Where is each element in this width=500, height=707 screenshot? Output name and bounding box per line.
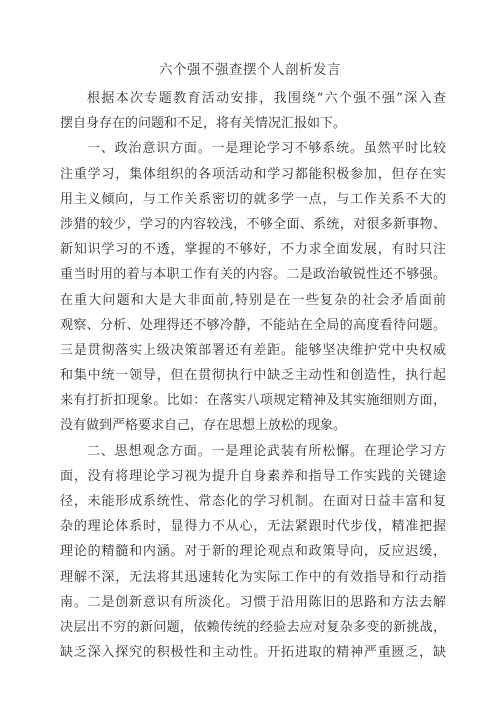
text-line: 涉猎的较少，学习的内容较浅，不够全面、系统，对很多新事物、	[60, 216, 446, 232]
paragraph-intro	[60, 86, 446, 136]
paragraph-political-awareness	[60, 136, 446, 438]
text-line: 重当时用的着与本职工作有关的内容。二是政治敏锐性还不够强。	[60, 267, 446, 283]
text-line: 径，未能形成系统性、常态化的学习机制。在面对日益丰富和复	[60, 494, 446, 509]
text-line: 摆自身存在的问题和不足，将有关情况汇报如下。	[60, 116, 347, 132]
text-line: 杂的理论体系时，显得力不从心，无法紧跟时代步伐，精准把握	[60, 519, 446, 535]
text-line: 在重大问题和大是大非面前,特别是在一些复杂的社会矛盾面前	[60, 292, 446, 308]
text-line: 理解不深，无法将其迅速转化为实际工作中的有效指导和行动指	[60, 569, 446, 585]
text-line: 南。二是创新意识有所淡化。习惯于沿用陈旧的思路和方法去解	[60, 594, 446, 610]
text-line: 没有做到严格要求自己，存在思想上放松的现象。	[60, 418, 347, 434]
text-line: 根据本次专题教育活动安排，我围绕“六个强不强”深入查	[87, 91, 446, 106]
text-line: 决层出不穷的新问题，依赖传统的经验去应对复杂多变的新挑战，	[60, 619, 446, 635]
text-line: 三是贯彻落实上级决策部署还有差距。能够坚决维护党中央权威	[60, 342, 446, 358]
text-line: 来有打折扣现象。比如：在落实八项规定精神及其实施细则方面，	[60, 393, 446, 409]
text-line: 一、政治意识方面。一是理论学习不够系统。虽然平时比较	[87, 141, 446, 157]
text-line: 二、思想观念方面。一是理论武装有所松懈。在理论学习方	[87, 443, 446, 459]
text-line: 注重学习，集体组织的各项活动和学习都能积极参加，但存在实	[60, 166, 446, 182]
text-line: 和集中统一领导，但在贯彻执行中缺乏主动性和创造性，执行起	[60, 368, 446, 384]
text-line: 缺乏深入探究的积极性和主动性。开拓进取的精神严重匮乏，缺	[60, 645, 446, 661]
text-line: 面，没有将理论学习视为提升自身素养和指导工作实践的关键途	[60, 468, 446, 484]
text-line: 用主义倾向，与工作关系密切的就多学一点，与工作关系不大的	[60, 191, 446, 207]
text-line: 理论的精髓和内涵。对于新的理论观点和政策导向，反应迟缓，	[60, 544, 446, 560]
text-line: 新知识学习的不透，掌握的不够好，不力求全面发展，有时只注	[60, 242, 446, 258]
document-title: 六个强不强查摆个人剖析发言	[159, 62, 341, 78]
document-body	[60, 86, 446, 665]
paragraph-ideology	[60, 439, 446, 666]
text-line: 观察、分析、处理得还不够冷静，不能站在全局的高度看待问题。	[60, 317, 446, 333]
